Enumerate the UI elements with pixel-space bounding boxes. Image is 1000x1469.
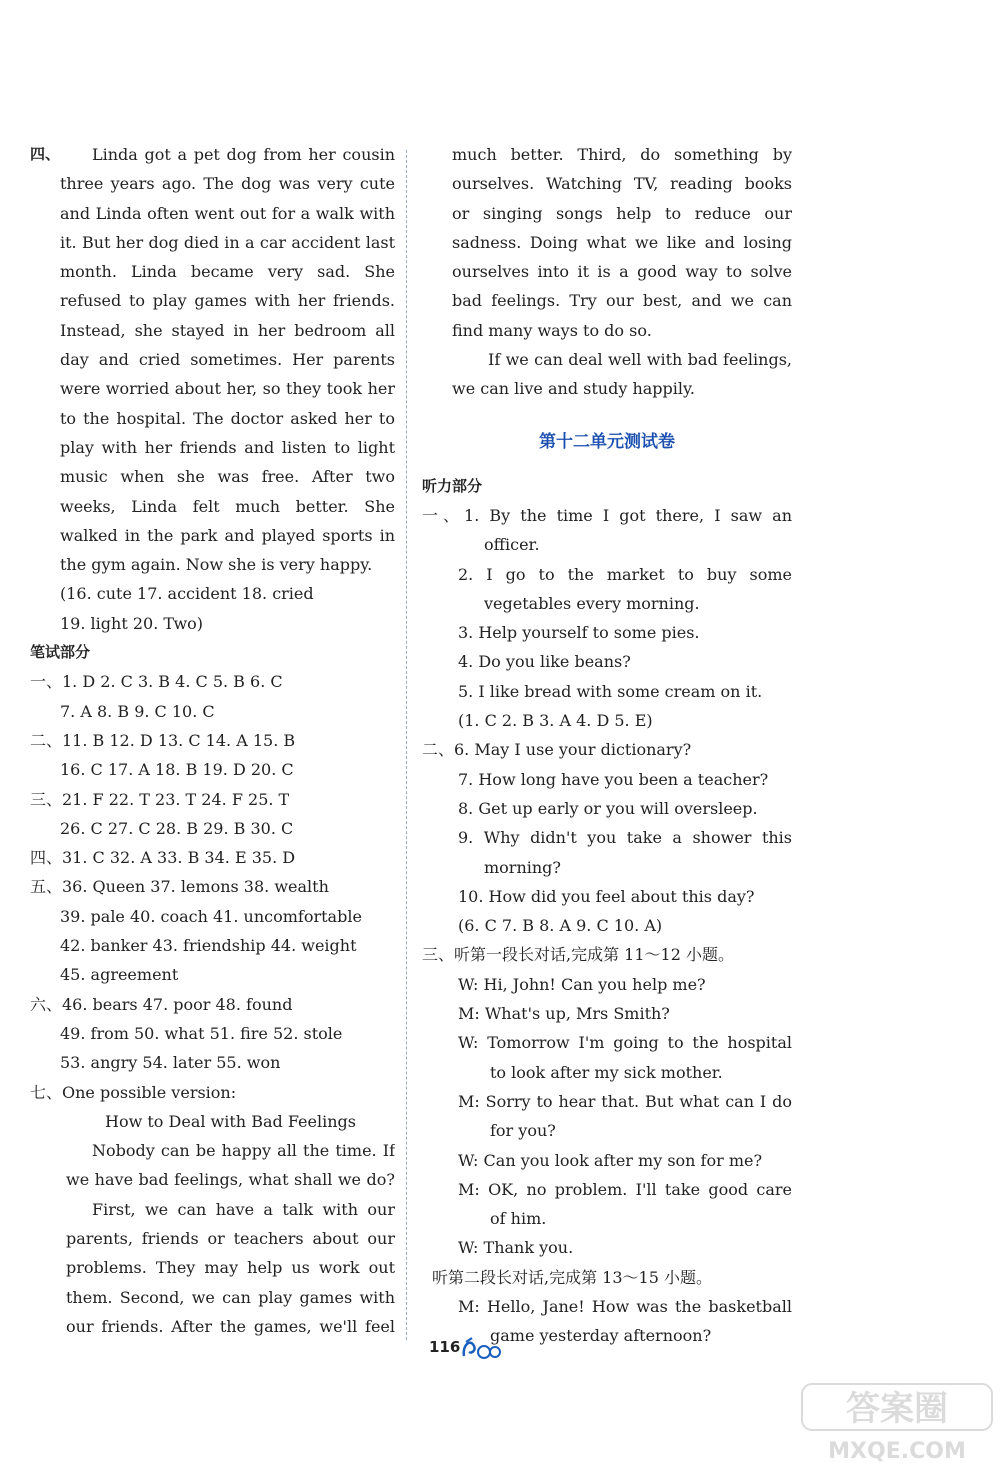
- passage-line: were worried about her, so they took her: [60, 379, 395, 399]
- listening-line: (1. C 2. B 3. A 4. D 5. E): [458, 711, 653, 731]
- answer-row: 45. agreement: [60, 965, 179, 985]
- passage: [30, 140, 395, 579]
- passage-line: it. But her dog died in a car accident last: [60, 232, 395, 252]
- written-heading: 笔试部分: [30, 643, 91, 662]
- listening-line: 2. I go to the market to buy some: [458, 564, 792, 584]
- left-column: [30, 140, 395, 1341]
- listening-line: (6. C 7. B 8. A 9. C 10. A): [458, 916, 663, 936]
- dialog-line: for you?: [490, 1121, 556, 1141]
- answer-row: 7. A 8. B 9. C 10. C: [60, 701, 215, 721]
- svg-text:MXQE.COM: MXQE.COM: [828, 1439, 966, 1464]
- answer-row: 五、36. Queen 37. lemons 38. wealth: [30, 877, 329, 897]
- listening-heading: 听力部分: [422, 476, 483, 495]
- dialog-line: W: Thank you.: [458, 1238, 574, 1258]
- answer-row: 六、46. bears 47. poor 48. found: [30, 994, 293, 1014]
- passage-line: play with her friends and listen to light: [60, 437, 395, 457]
- dialog-line: W: Can you look after my son for me?: [458, 1150, 763, 1170]
- passage-line: to the hospital. The doctor asked her to: [60, 408, 395, 428]
- page-ornament-icon: [460, 1336, 502, 1362]
- essay-line: or singing songs help to reduce our: [452, 203, 792, 223]
- listening-line: 5. I like bread with some cream on it.: [458, 681, 763, 701]
- passage-line: day and cried sometimes. Her parents: [60, 350, 395, 370]
- listening-line: 3. Help yourself to some pies.: [458, 623, 700, 643]
- essay-line: them. Second, we can play games with: [66, 1287, 395, 1307]
- dialog-line: M: Hello, Jane! How was the basketball: [458, 1296, 792, 1316]
- dialog-line: M: What's up, Mrs Smith?: [458, 1004, 670, 1024]
- unit-title: 第十二单元测试卷: [539, 431, 675, 452]
- listening-line: officer.: [484, 535, 540, 555]
- answer-key-line: 19. light 20. Two): [60, 613, 204, 633]
- listening-line: vegetables every morning.: [484, 593, 700, 613]
- essay-line: much better. Third, do something by: [452, 145, 792, 164]
- essay-line: find many ways to do so.: [452, 320, 652, 340]
- answer-row: 一、1. D 2. C 3. B 4. C 5. B 6. C: [30, 672, 283, 692]
- essay-line: ourselves. Watching TV, reading books: [452, 174, 792, 194]
- listening-line: 10. How did you feel about this day?: [458, 886, 755, 906]
- passage-line: and Linda often went out for a walk with: [60, 203, 395, 223]
- essay-line: Nobody can be happy all the time. If: [92, 1141, 395, 1161]
- essay-line: we can live and study happily.: [452, 379, 696, 399]
- passage-line: music when she was free. After two: [60, 467, 395, 487]
- dialog-line: W: Hi, John! Can you help me?: [458, 974, 706, 994]
- listening-line: morning?: [484, 857, 561, 877]
- passage-line: Instead, she stayed in her bedroom all: [60, 320, 395, 340]
- passage-marker: 四、: [30, 145, 61, 163]
- answer-row: 53. angry 54. later 55. won: [60, 1053, 281, 1073]
- passage-line: walked in the park and played sports in: [60, 525, 395, 545]
- dialog-line: W: Tomorrow I'm going to the hospital: [458, 1033, 792, 1053]
- essay-line: our friends. After the games, we'll feel: [66, 1316, 395, 1336]
- essay-line: First, we can have a talk with our: [92, 1199, 395, 1219]
- answer-row: 16. C 17. A 18. B 19. D 20. C: [60, 760, 294, 780]
- answer-row: 39. pale 40. coach 41. uncomfortable: [60, 906, 362, 926]
- listening-line: 二、6. May I use your dictionary?: [422, 740, 692, 760]
- listening-line: 9. Why didn't you take a shower this: [458, 828, 792, 848]
- answer-row: 42. banker 43. friendship 44. weight: [60, 936, 357, 956]
- right-column: [422, 140, 792, 1351]
- listening-line: 4. Do you like beans?: [458, 652, 631, 672]
- dialog-line: game yesterday afternoon?: [490, 1326, 712, 1346]
- answer-row: 三、21. F 22. T 23. T 24. F 25. T: [30, 789, 290, 809]
- passage-line: weeks, Linda felt much better. She: [60, 496, 395, 516]
- answer-row: 四、31. C 32. A 33. B 34. E 35. D: [30, 848, 296, 868]
- passage-line: three years ago. The dog was very cute: [60, 174, 395, 194]
- dialog-line: M: OK, no problem. I'll take good care: [458, 1179, 792, 1199]
- column-divider: [406, 150, 407, 1340]
- answer-key-line: (16. cute 17. accident 18. cried: [60, 584, 314, 604]
- watermark-logo: [800, 1380, 995, 1465]
- passage-line: refused to play games with her friends.: [60, 291, 395, 311]
- essay-line: we have bad feelings, what shall we do?: [66, 1170, 395, 1190]
- listening-line: 7. How long have you been a teacher?: [458, 769, 769, 789]
- passage-line: the gym again. Now she is very happy.: [60, 555, 373, 575]
- dialog-intro: 听第二段长对话,完成第 13～15 小题。: [432, 1267, 712, 1287]
- essay-line: bad feelings. Try our best, and we can: [452, 291, 792, 311]
- dialog-line: M: Sorry to hear that. But what can I do: [458, 1091, 792, 1111]
- essay-line: ourselves into it is a good way to solve: [452, 262, 792, 282]
- listening-line: 一、1. By the time I got there, I saw an: [422, 505, 792, 525]
- dialog-line: of him.: [490, 1209, 547, 1229]
- dialog-intro: 三、听第一段长对话,完成第 11～12 小题。: [422, 945, 734, 965]
- dialog-line: to look after my sick mother.: [490, 1062, 723, 1082]
- passage-line: Linda got a pet dog from her cousin: [92, 145, 395, 164]
- listening-line: 8. Get up early or you will oversleep.: [458, 798, 758, 818]
- essay-line: sadness. Doing what we like and losing: [452, 232, 792, 252]
- essay-line: parents, friends or teachers about our: [66, 1228, 395, 1248]
- answer-row: 49. from 50. what 51. fire 52. stole: [60, 1023, 343, 1043]
- answer-row: 七、One possible version:: [30, 1082, 237, 1102]
- page-number: 116: [429, 1338, 461, 1356]
- answer-row: 二、11. B 12. D 13. C 14. A 15. B: [30, 730, 296, 750]
- answer-row: 26. C 27. C 28. B 29. B 30. C: [60, 818, 294, 838]
- essay-line: problems. They may help us work out: [66, 1258, 395, 1278]
- essay-title: How to Deal with Bad Feelings: [105, 1111, 356, 1131]
- svg-text:答案圈: 答案圈: [846, 1389, 948, 1429]
- essay-line: If we can deal well with bad feelings,: [488, 350, 792, 370]
- passage-line: month. Linda became very sad. She: [60, 262, 395, 282]
